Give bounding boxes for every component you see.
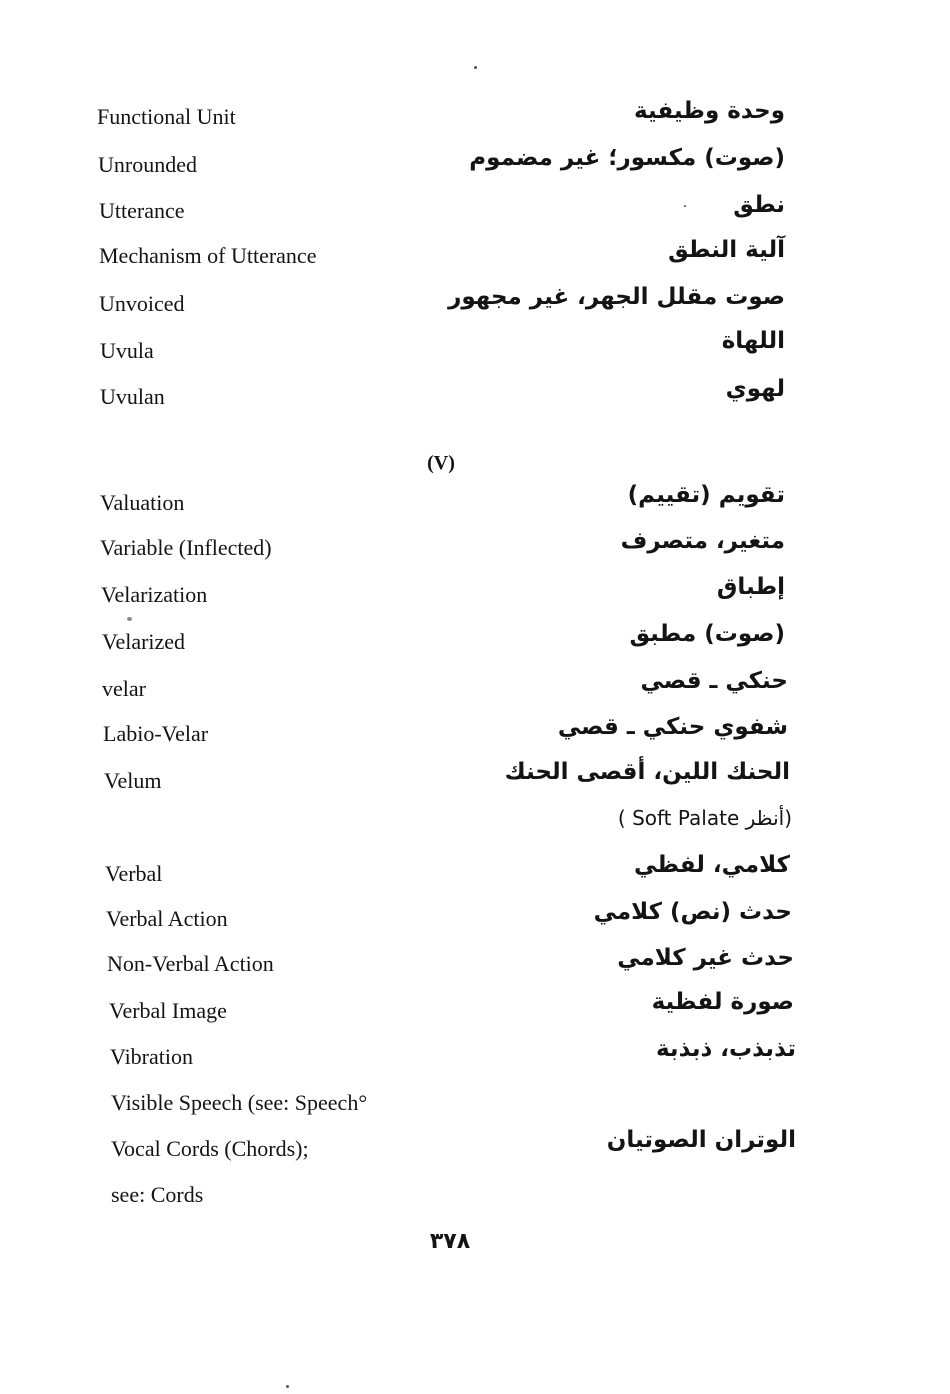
term-en: Uvula — [100, 338, 154, 363]
term-ar: (صوت) مطبق — [629, 621, 785, 647]
term-en: Functional Unit — [97, 104, 236, 129]
page-number: ٣٧٨ — [429, 1229, 471, 1254]
term-en: Velarization — [101, 582, 208, 607]
term-en: Unvoiced — [99, 291, 185, 316]
term-ar: الحنك اللين، أقصى الحنك — [504, 759, 790, 785]
scan-speck — [286, 1385, 289, 1388]
term-en: Non-Verbal Action — [107, 951, 274, 976]
term-ar: حدث غير كلامي — [617, 945, 794, 971]
term-en: Velum — [104, 768, 162, 793]
term-en: Mechanism of Utterance — [99, 243, 317, 268]
term-ar: نطق — [733, 192, 785, 218]
term-ar: متغير، متصرف — [620, 528, 785, 554]
term-ar: حدث (نص) كلامي — [593, 899, 792, 925]
term-ar: الوتران الصوتيان — [606, 1127, 796, 1153]
term-ar: صورة لفظية — [651, 989, 794, 1015]
term-en: see: Cords — [111, 1182, 204, 1207]
term-ar: إطباق — [716, 574, 785, 600]
term-ar: وحدة وظيفية — [634, 98, 785, 124]
term-en: Verbal Image — [109, 998, 227, 1023]
term-en: Utterance — [99, 198, 185, 223]
term-en: Variable (Inflected) — [100, 535, 272, 560]
term-en: Labio-Velar — [103, 721, 209, 746]
term-ar: آلية النطق — [668, 237, 785, 263]
term-ar: كلامي، لفظي — [634, 852, 790, 878]
term-ar: اللهاة — [721, 328, 785, 354]
term-en: Uvulan — [100, 384, 165, 409]
term-ar: شفوي حنكي ـ قصي — [557, 714, 788, 740]
term-en: Verbal Action — [106, 906, 228, 931]
term-en: Velarized — [102, 629, 186, 654]
term-ar: تذبذب، ذبذبة — [655, 1036, 796, 1062]
cross-reference: (أنظر Soft Palate ) — [617, 806, 792, 830]
term-ar: تقويم (تقييم) — [627, 482, 785, 508]
scan-speck — [474, 66, 477, 69]
section-heading: (V) — [427, 452, 455, 474]
term-en: velar — [102, 676, 146, 701]
term-en: Valuation — [100, 490, 185, 515]
term-ar: (صوت) مكسور؛ غير مضموم — [469, 145, 785, 171]
term-ar: صوت مقلل الجهر، غير مجهور — [448, 284, 785, 310]
term-en: Vocal Cords (Chords); — [111, 1136, 309, 1161]
term-en: Vibration — [110, 1044, 193, 1069]
term-ar: لهوي — [725, 376, 785, 402]
term-en: Unrounded — [98, 152, 197, 177]
scan-speck — [684, 205, 686, 207]
term-en: Verbal — [105, 861, 163, 886]
scan-speck — [127, 617, 132, 621]
term-en: Visible Speech (see: Speech° — [111, 1090, 368, 1115]
term-ar: حنكي ـ قصي — [640, 668, 788, 694]
